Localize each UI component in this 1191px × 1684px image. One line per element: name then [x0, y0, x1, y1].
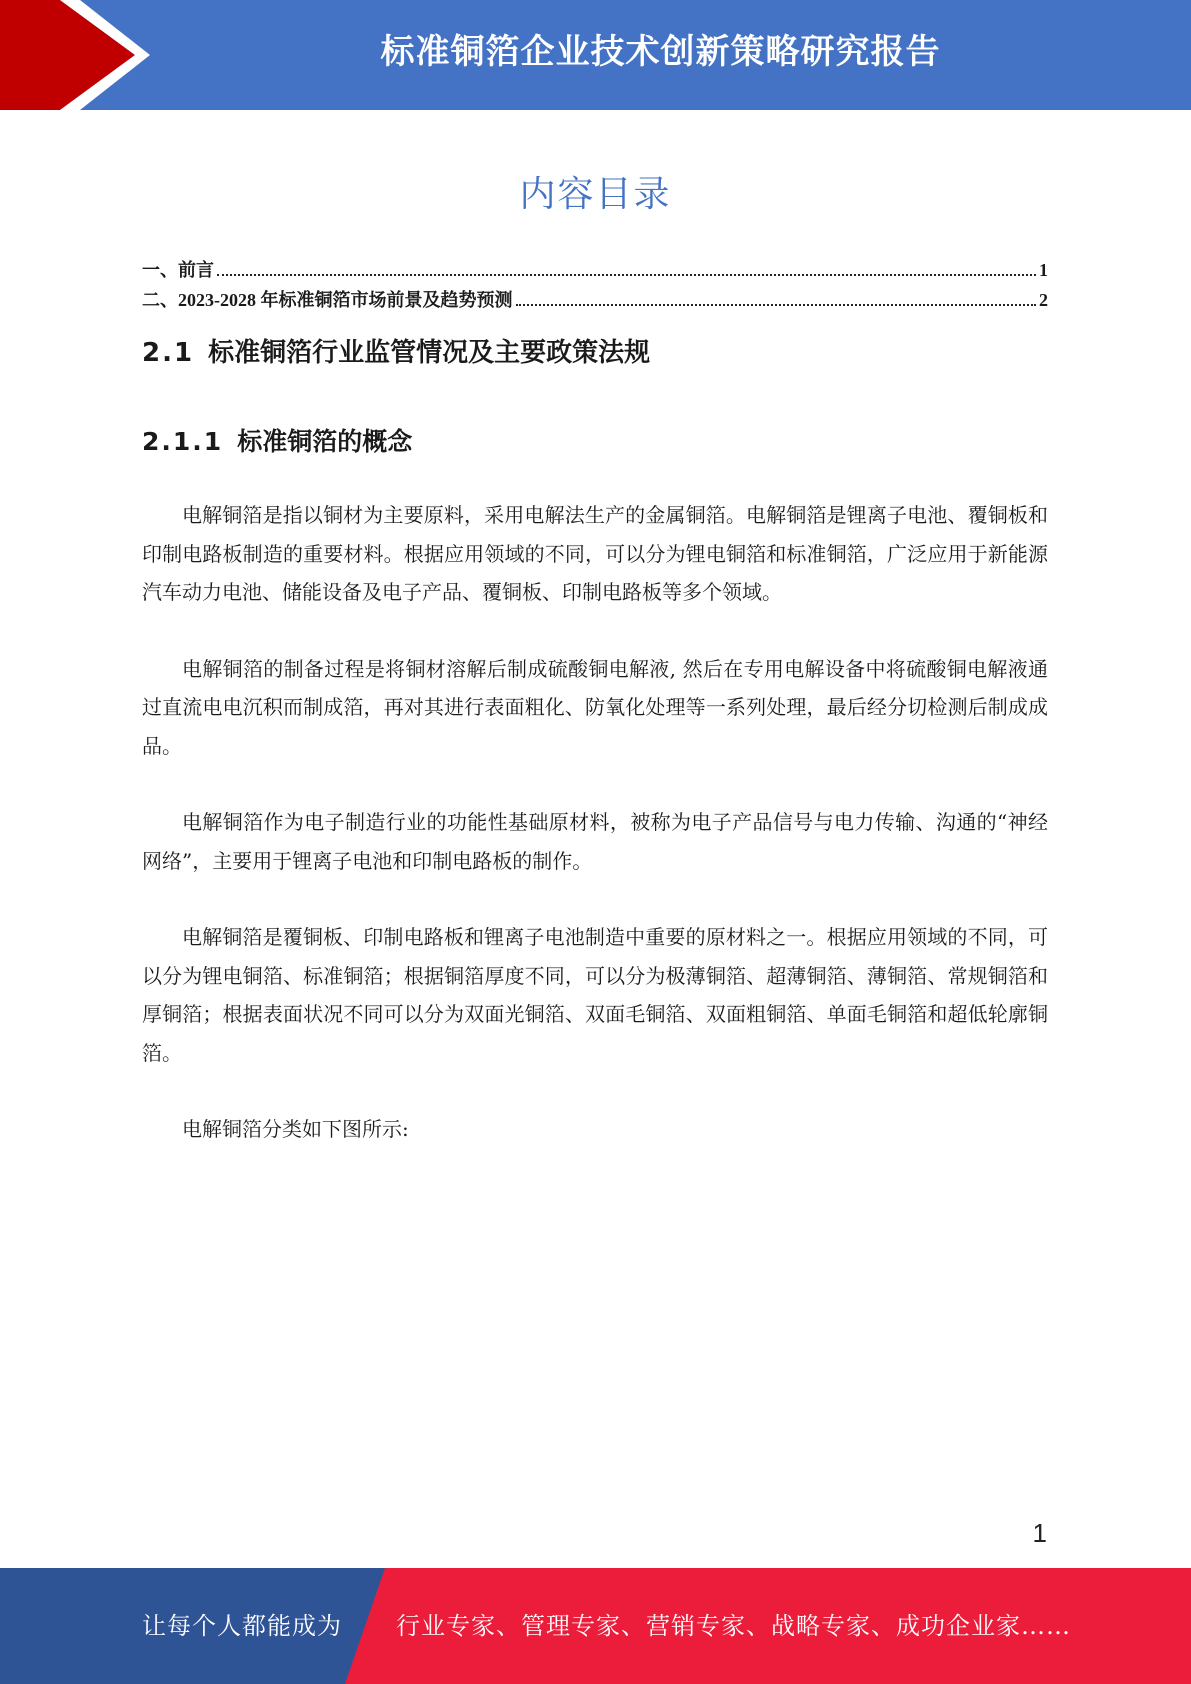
subsection-heading	[142, 422, 412, 458]
toc-entry-label: 二、2023-2028 年标准铜箔市场前景及趋势预测	[142, 290, 513, 310]
header-arrow-decoration	[0, 0, 160, 110]
toc-entry-market-outlook[interactable]	[142, 286, 1048, 316]
toc-list	[142, 256, 1048, 316]
toc-entry-label: 一、前言	[142, 260, 214, 280]
toc-entry-page: 2	[1039, 290, 1048, 310]
toc-leader-dots	[516, 304, 1037, 306]
paragraph: 电解铜箔是指以铜材为主要原料，采用电解法生产的金属铜箔。电解铜箔是锂离子电池、覆铜板和印制电路板制造的重要材料。根据应用领域的不同，可以分为锂电铜箔和标准铜箔，广泛应用于新能源汽车动力电池、储能设备及电子产品、覆铜板、印制电路板等多个领域。	[142, 503, 1048, 604]
footer-slogan-right: 行业专家、管理专家、营销专家、战略专家、成功企业家……	[396, 1612, 1071, 1640]
toc-entry-page: 1	[1039, 260, 1048, 280]
subsection-number: 2.1.1	[142, 427, 224, 456]
paragraph: 电解铜箔分类如下图所示:	[182, 1117, 409, 1141]
footer-slogan-left: 让每个人都能成为	[142, 1612, 342, 1640]
toc-entry-preface[interactable]	[142, 256, 1048, 286]
section-number: 2.1	[142, 338, 195, 368]
toc-leader-dots	[217, 274, 1036, 276]
subsection-title: 标准铜箔的概念	[237, 427, 413, 456]
report-title: 标准铜箔企业技术创新策略研究报告	[380, 32, 941, 72]
footer-banner	[0, 1568, 1191, 1684]
section-heading	[142, 332, 650, 369]
toc-title: 内容目录	[519, 174, 672, 215]
header-banner	[0, 0, 1191, 110]
paragraph: 电解铜箔作为电子制造行业的功能性基础原材料，被称为电子产品信号与电力传输、沟通的“神经网络”，主要用于锂离子电池和印制电路板的制作。	[142, 810, 1048, 873]
paragraph: 电解铜箔是覆铜板、印制电路板和锂离子电池制造中重要的原材料之一。根据应用领域的不同，可以分为锂电铜箔、标准铜箔；根据铜箔厚度不同，可以分为极薄铜箔、超薄铜箔、薄铜箔、常规铜箔和厚铜箔；根据表面状况不同可以分为双面光铜箔、双面毛铜箔、双面粗铜箔、单面毛铜箔和超低轮廓铜箔。	[142, 925, 1048, 1065]
body-text	[142, 496, 1048, 1187]
section-title: 标准铜箔行业监管情况及主要政策法规	[208, 338, 651, 368]
page-number: 1	[1032, 1518, 1047, 1548]
paragraph: 电解铜箔的制备过程是将铜材溶解后制成硫酸铜电解液, 然后在专用电解设备中将硫酸铜电解液通过直流电电沉积而制成箔，再对其进行表面粗化、防氧化处理等一系列处理，最后经分切检测后制成成品。	[142, 656, 1048, 758]
